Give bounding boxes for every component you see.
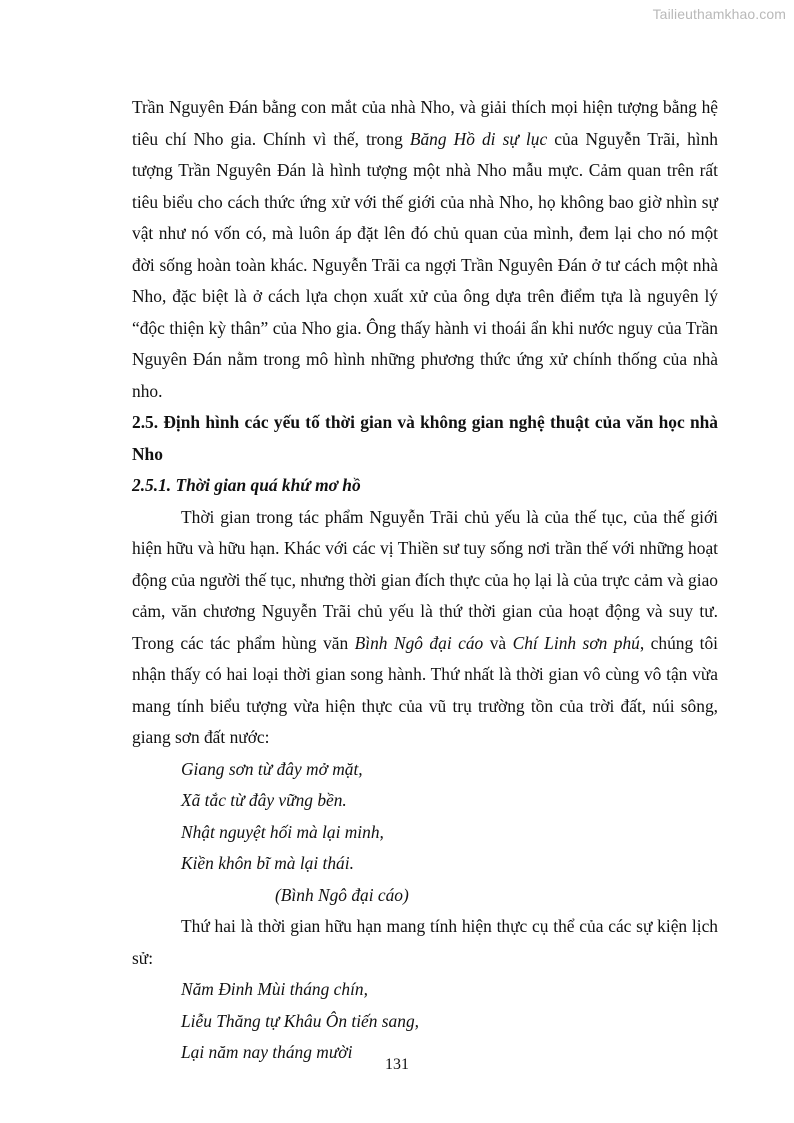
- paragraph-tran-nguyen-dan: [132, 92, 718, 407]
- paragraph-text: Trần Nguyên Đán bằng con mắt của nhà Nho, và giải thích mọi hiện tượng bằng hệ tiêu chí Nho gia. Chính vì thế, trong: [132, 97, 718, 149]
- work-title-bang-ho: Băng Hồ di sự lục: [409, 128, 548, 149]
- verse-quote-2: [132, 974, 718, 1069]
- watermark-text: Tailieuthamkhao.com: [652, 6, 786, 22]
- work-title-binh-ngo: Bình Ngô đại cáo: [354, 632, 484, 653]
- verse-line: Nhật nguyệt hối mà lại minh,: [181, 821, 384, 842]
- section-heading-2-5: 2.5. Định hình các yếu tố thời gian và không gian nghệ thuật của văn học nhà Nho: [132, 412, 718, 464]
- subsection-heading-2-5-1: 2.5.1. Thời gian quá khứ mơ hồ: [132, 475, 361, 495]
- paragraph-thoi-gian-huu-han: Thứ hai là thời gian hữu hạn mang tính hiện thực cụ thể của các sự kiện lịch sử:: [132, 916, 718, 968]
- verse-source-citation: (Bình Ngô đại cáo): [275, 884, 409, 905]
- work-title-chi-linh: Chí Linh sơn phú: [512, 632, 640, 653]
- verse-line: Lại năm nay tháng mười: [181, 1042, 353, 1062]
- verse-line: Giang sơn từ đây mở mặt,: [181, 758, 363, 779]
- paragraph-text: Thời gian trong tác phẩm Nguyễn Trãi chủ yếu là của thế tục, của thế giới hiện hữu và hữu hạn. Khác với các vị Thiền sư tuy sống nơi trần thế với những hoạt động của người thế tục, nhưng thời gian đích thực của họ lại là của trực cảm và giao cảm, văn chương Nguyễn Trãi chủ yếu là thứ thời gian của hoạt động và suy tư. Trong các tác phẩm hùng văn: [132, 506, 718, 653]
- verse-line: Năm Đinh Mùi tháng chín,: [181, 979, 368, 999]
- paragraph-text: , chúng tôi nhận thấy có hai loại thời gian song hành. Thứ nhất là thời gian vô cùng vô tận vừa mang tính biểu tượng vừa hiện thực của vũ trụ trường tồn của trời đất, núi sông, giang sơn đất nước:: [132, 632, 718, 747]
- verse-line: Liễu Thăng tự Khâu Ôn tiến sang,: [181, 1010, 419, 1031]
- paragraph-text: của Nguyễn Trãi, hình tượng Trần Nguyên Đán là hình tượng một nhà Nho mẫu mực. Cảm quan trên rất tiêu biểu cho cách thức ứng xử với thế giới của nhà Nho, họ không bao giờ nhìn sự vật như nó vốn có, mà luôn áp đặt lên đó chủ quan của mình, đem lại cho nó một đời sống hoàn toàn khác. Nguyễn Trãi ca ngợi Trần Nguyên Đán ở tư cách một nhà Nho, đặc biệt là ở cách lựa chọn xuất xử của ông dựa trên điểm tựa là nguyên lý “độc thiện kỳ thân” của Nho gia. Ông thấy hành vi thoái ẩn khi nước nguy của Trần Nguyên Đán nằm trong mô hình những phương thức ứng xử chính thống của nhà nho.: [132, 128, 718, 401]
- verse-line: Xã tắc từ đây vững bền.: [181, 790, 347, 810]
- paragraph-thoi-gian: [132, 502, 718, 754]
- page-number: 131: [385, 1056, 409, 1073]
- paragraph-text: và: [483, 632, 513, 653]
- page-content: [132, 92, 718, 1069]
- verse-line: Kiền khôn bĩ mà lại thái.: [181, 853, 354, 873]
- verse-quote-1: [132, 754, 718, 880]
